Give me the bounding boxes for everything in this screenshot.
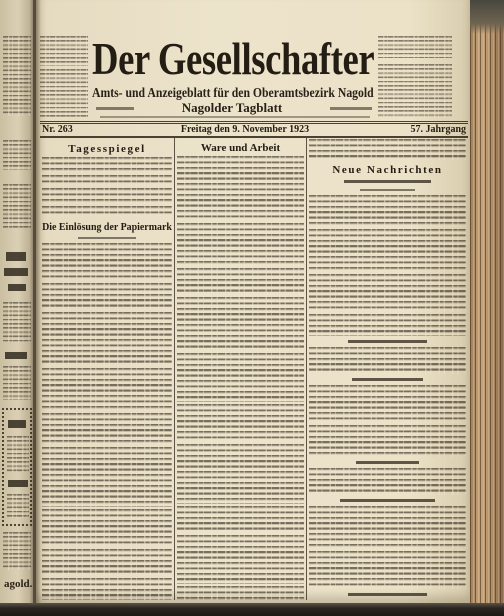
illegible-text-lines xyxy=(42,283,172,310)
ad-lettering-fragment xyxy=(6,252,26,261)
masthead-subtitle-text: Amts- und Anzeigeblatt für den Oberamtsbezirk Nagold xyxy=(92,86,374,101)
illegible-text-lines xyxy=(42,509,172,547)
issue-number: Nr. 263 xyxy=(42,124,73,135)
illegible-text-lines xyxy=(309,139,466,160)
illegible-text-lines xyxy=(7,436,29,472)
illegible-text-lines xyxy=(40,36,88,66)
illegible-text-lines xyxy=(42,157,172,173)
illegible-text-lines xyxy=(3,366,31,400)
column-divider xyxy=(174,138,175,600)
illegible-text-lines xyxy=(177,506,304,533)
illegible-text-lines xyxy=(42,368,172,411)
illegible-text-lines xyxy=(7,494,29,518)
illegible-text-lines xyxy=(309,506,466,549)
illegible-byline xyxy=(78,237,137,239)
illegible-text-lines xyxy=(3,302,31,342)
illegible-subheading xyxy=(356,461,419,464)
advertising-info-box xyxy=(378,36,452,120)
volume-year: 57. Jahrgang xyxy=(410,124,466,135)
column-1 xyxy=(42,139,172,600)
founding-note xyxy=(96,107,134,110)
subscription-info-box xyxy=(40,36,88,120)
ad-lettering-fragment xyxy=(8,284,26,291)
illegible-subheading xyxy=(344,180,430,183)
article-heading-text: Die Einlösung der Papiermark xyxy=(42,221,172,233)
masthead-title xyxy=(92,33,375,84)
illegible-subheading xyxy=(348,593,427,596)
article-heading xyxy=(42,221,172,233)
illegible-text-lines xyxy=(42,413,172,445)
illegible-subheading xyxy=(360,189,415,191)
illegible-text-lines xyxy=(378,36,452,58)
illegible-text-lines xyxy=(309,468,466,495)
illegible-text-lines xyxy=(42,578,172,600)
ad-box-frame xyxy=(2,408,32,526)
illegible-text-lines xyxy=(177,268,304,295)
illegible-subheading xyxy=(348,340,427,343)
illegible-text-lines xyxy=(3,140,31,170)
illegible-text-lines xyxy=(309,425,466,457)
illegible-text-lines xyxy=(3,532,31,570)
illegible-text-lines xyxy=(309,274,466,312)
illegible-text-lines xyxy=(177,223,304,266)
masthead-tagline xyxy=(170,101,294,115)
illegible-text-lines xyxy=(42,549,172,576)
previous-page-edge xyxy=(0,0,36,604)
illegible-text-lines xyxy=(177,535,304,584)
telephone-note xyxy=(330,107,372,110)
illegible-text-lines xyxy=(177,156,304,221)
section-heading-text: Ware und Arbeit xyxy=(200,142,281,154)
masthead-subtitle xyxy=(92,84,374,100)
illegible-text-lines xyxy=(42,312,172,366)
volume-binding-edge xyxy=(470,0,504,616)
binding-corner xyxy=(470,0,504,34)
illegible-text-lines xyxy=(309,195,466,227)
masthead-rule xyxy=(40,121,468,122)
illegible-text-lines xyxy=(177,404,304,442)
ad-lettering-fragment xyxy=(5,352,27,359)
ad-lettering-fragment xyxy=(8,480,28,487)
issue-date: Freitag den 9. November 1923 xyxy=(180,124,310,135)
illegible-text-lines xyxy=(177,297,304,351)
masthead-title-text: Der Gesellschafter xyxy=(92,33,375,84)
illegible-text-lines xyxy=(40,69,88,117)
illegible-text-lines xyxy=(177,586,304,600)
illegible-text-lines xyxy=(177,444,304,504)
illegible-text-lines xyxy=(42,447,172,507)
illegible-subheading xyxy=(340,499,434,502)
illegible-text-lines xyxy=(309,551,466,589)
scan-bottom-edge xyxy=(0,603,504,616)
imprint-line xyxy=(100,116,370,118)
column-2 xyxy=(177,139,304,600)
masthead-tagline-text: Nagolder Tagblatt xyxy=(181,100,283,115)
ad-lettering-fragment xyxy=(8,420,26,428)
ad-lettering-fragment xyxy=(4,268,28,276)
illegible-text-lines xyxy=(309,385,466,423)
illegible-text-lines xyxy=(3,184,31,228)
illegible-text-lines xyxy=(3,36,31,116)
illegible-text-lines xyxy=(309,229,466,272)
dateline-rule xyxy=(40,136,468,138)
section-heading-text: Tagesspiegel xyxy=(68,143,146,155)
illegible-text-lines xyxy=(309,314,466,336)
section-heading xyxy=(42,143,172,155)
section-heading xyxy=(309,164,466,176)
illegible-text-lines xyxy=(378,64,452,118)
column-3 xyxy=(309,139,466,600)
illegible-subheading xyxy=(352,378,423,381)
column-divider xyxy=(306,138,307,600)
illegible-text-lines xyxy=(42,175,172,186)
previous-page-text-fragment: agold. xyxy=(4,578,33,590)
section-heading xyxy=(177,142,304,154)
illegible-text-lines xyxy=(42,188,172,204)
illegible-text-lines xyxy=(42,243,172,281)
illegible-text-lines xyxy=(309,347,466,374)
illegible-text-lines xyxy=(42,206,172,217)
section-heading-text: Neue Nachrichten xyxy=(332,164,443,176)
illegible-text-lines xyxy=(177,353,304,402)
